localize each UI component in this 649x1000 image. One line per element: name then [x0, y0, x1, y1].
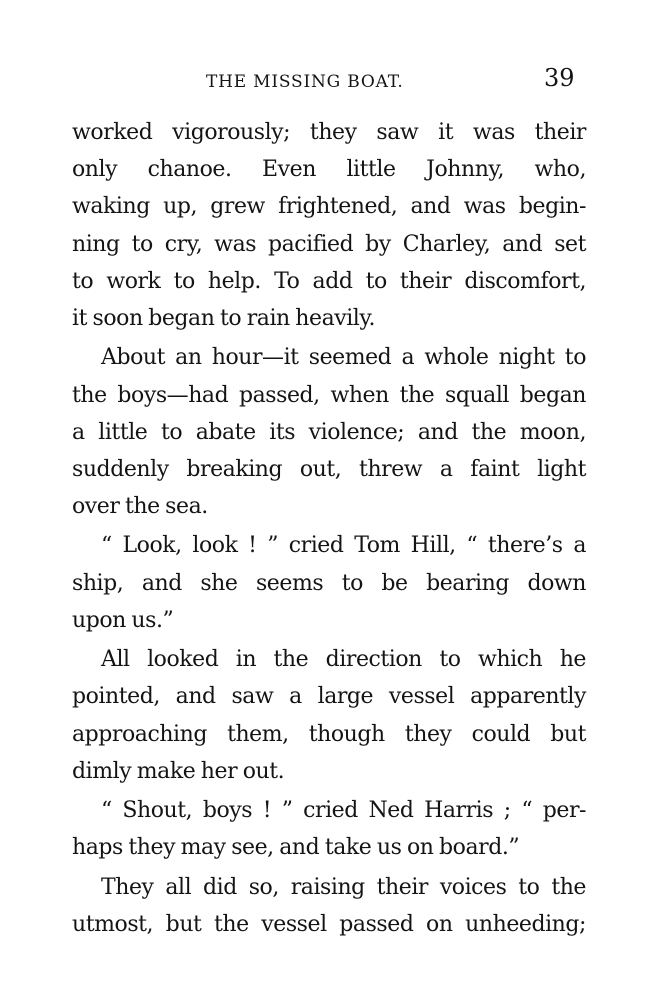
text-line: “ Shout, boys ! ” cried Ned Harris ; “ per-	[101, 798, 586, 824]
text-line: dimly make her out.	[72, 758, 285, 784]
text-line: ning to cry, was pacified by Charley, and set	[72, 231, 586, 257]
text-line: utmost, but the vessel passed on unheeding;	[72, 911, 586, 937]
paragraph-continued	[72, 114, 586, 337]
text-line: approaching them, though they could but	[72, 721, 586, 747]
text-line: haps they may see, and take us on board.”	[72, 835, 520, 861]
text-line: to work to help. To add to their discomfort,	[72, 268, 586, 294]
text-line: waking up, grew frightened, and was begin-	[72, 194, 586, 220]
text-line: worked vigorously; they saw it was their	[72, 120, 586, 145]
paragraph	[72, 339, 586, 525]
text-line: They all did so, raising their voices to the	[101, 874, 586, 900]
text-line: suddenly breaking out, threw a faint light	[72, 456, 586, 482]
running-head	[0, 64, 649, 104]
text-line: About an hour—it seemed a whole night to	[101, 345, 586, 371]
text-line: “ Look, look ! ” cried Tom Hill, “ there’s a	[101, 533, 586, 559]
text-line: the boys—had passed, when the squall began	[72, 382, 586, 408]
paragraph	[72, 527, 586, 639]
text-line: over the sea.	[72, 494, 208, 520]
text-line: All looked in the direction to which he	[101, 647, 586, 673]
text-line: a little to abate its violence; and the moon,	[72, 419, 586, 445]
text-line: pointed, and saw a large vessel apparently	[72, 684, 586, 710]
body-text	[72, 114, 586, 943]
text-line: upon us.”	[72, 607, 174, 633]
paragraph	[72, 869, 586, 943]
paragraph	[72, 792, 586, 866]
text-line: only chanoe. Even little Johnny, who,	[72, 157, 586, 183]
running-title: THE MISSING BOAT.	[206, 72, 404, 92]
text-line: it soon began to rain heavily.	[72, 305, 375, 331]
text-line: ship, and she seems to be bearing down	[72, 570, 586, 596]
page-number: 39	[544, 64, 575, 92]
paragraph	[72, 641, 586, 790]
